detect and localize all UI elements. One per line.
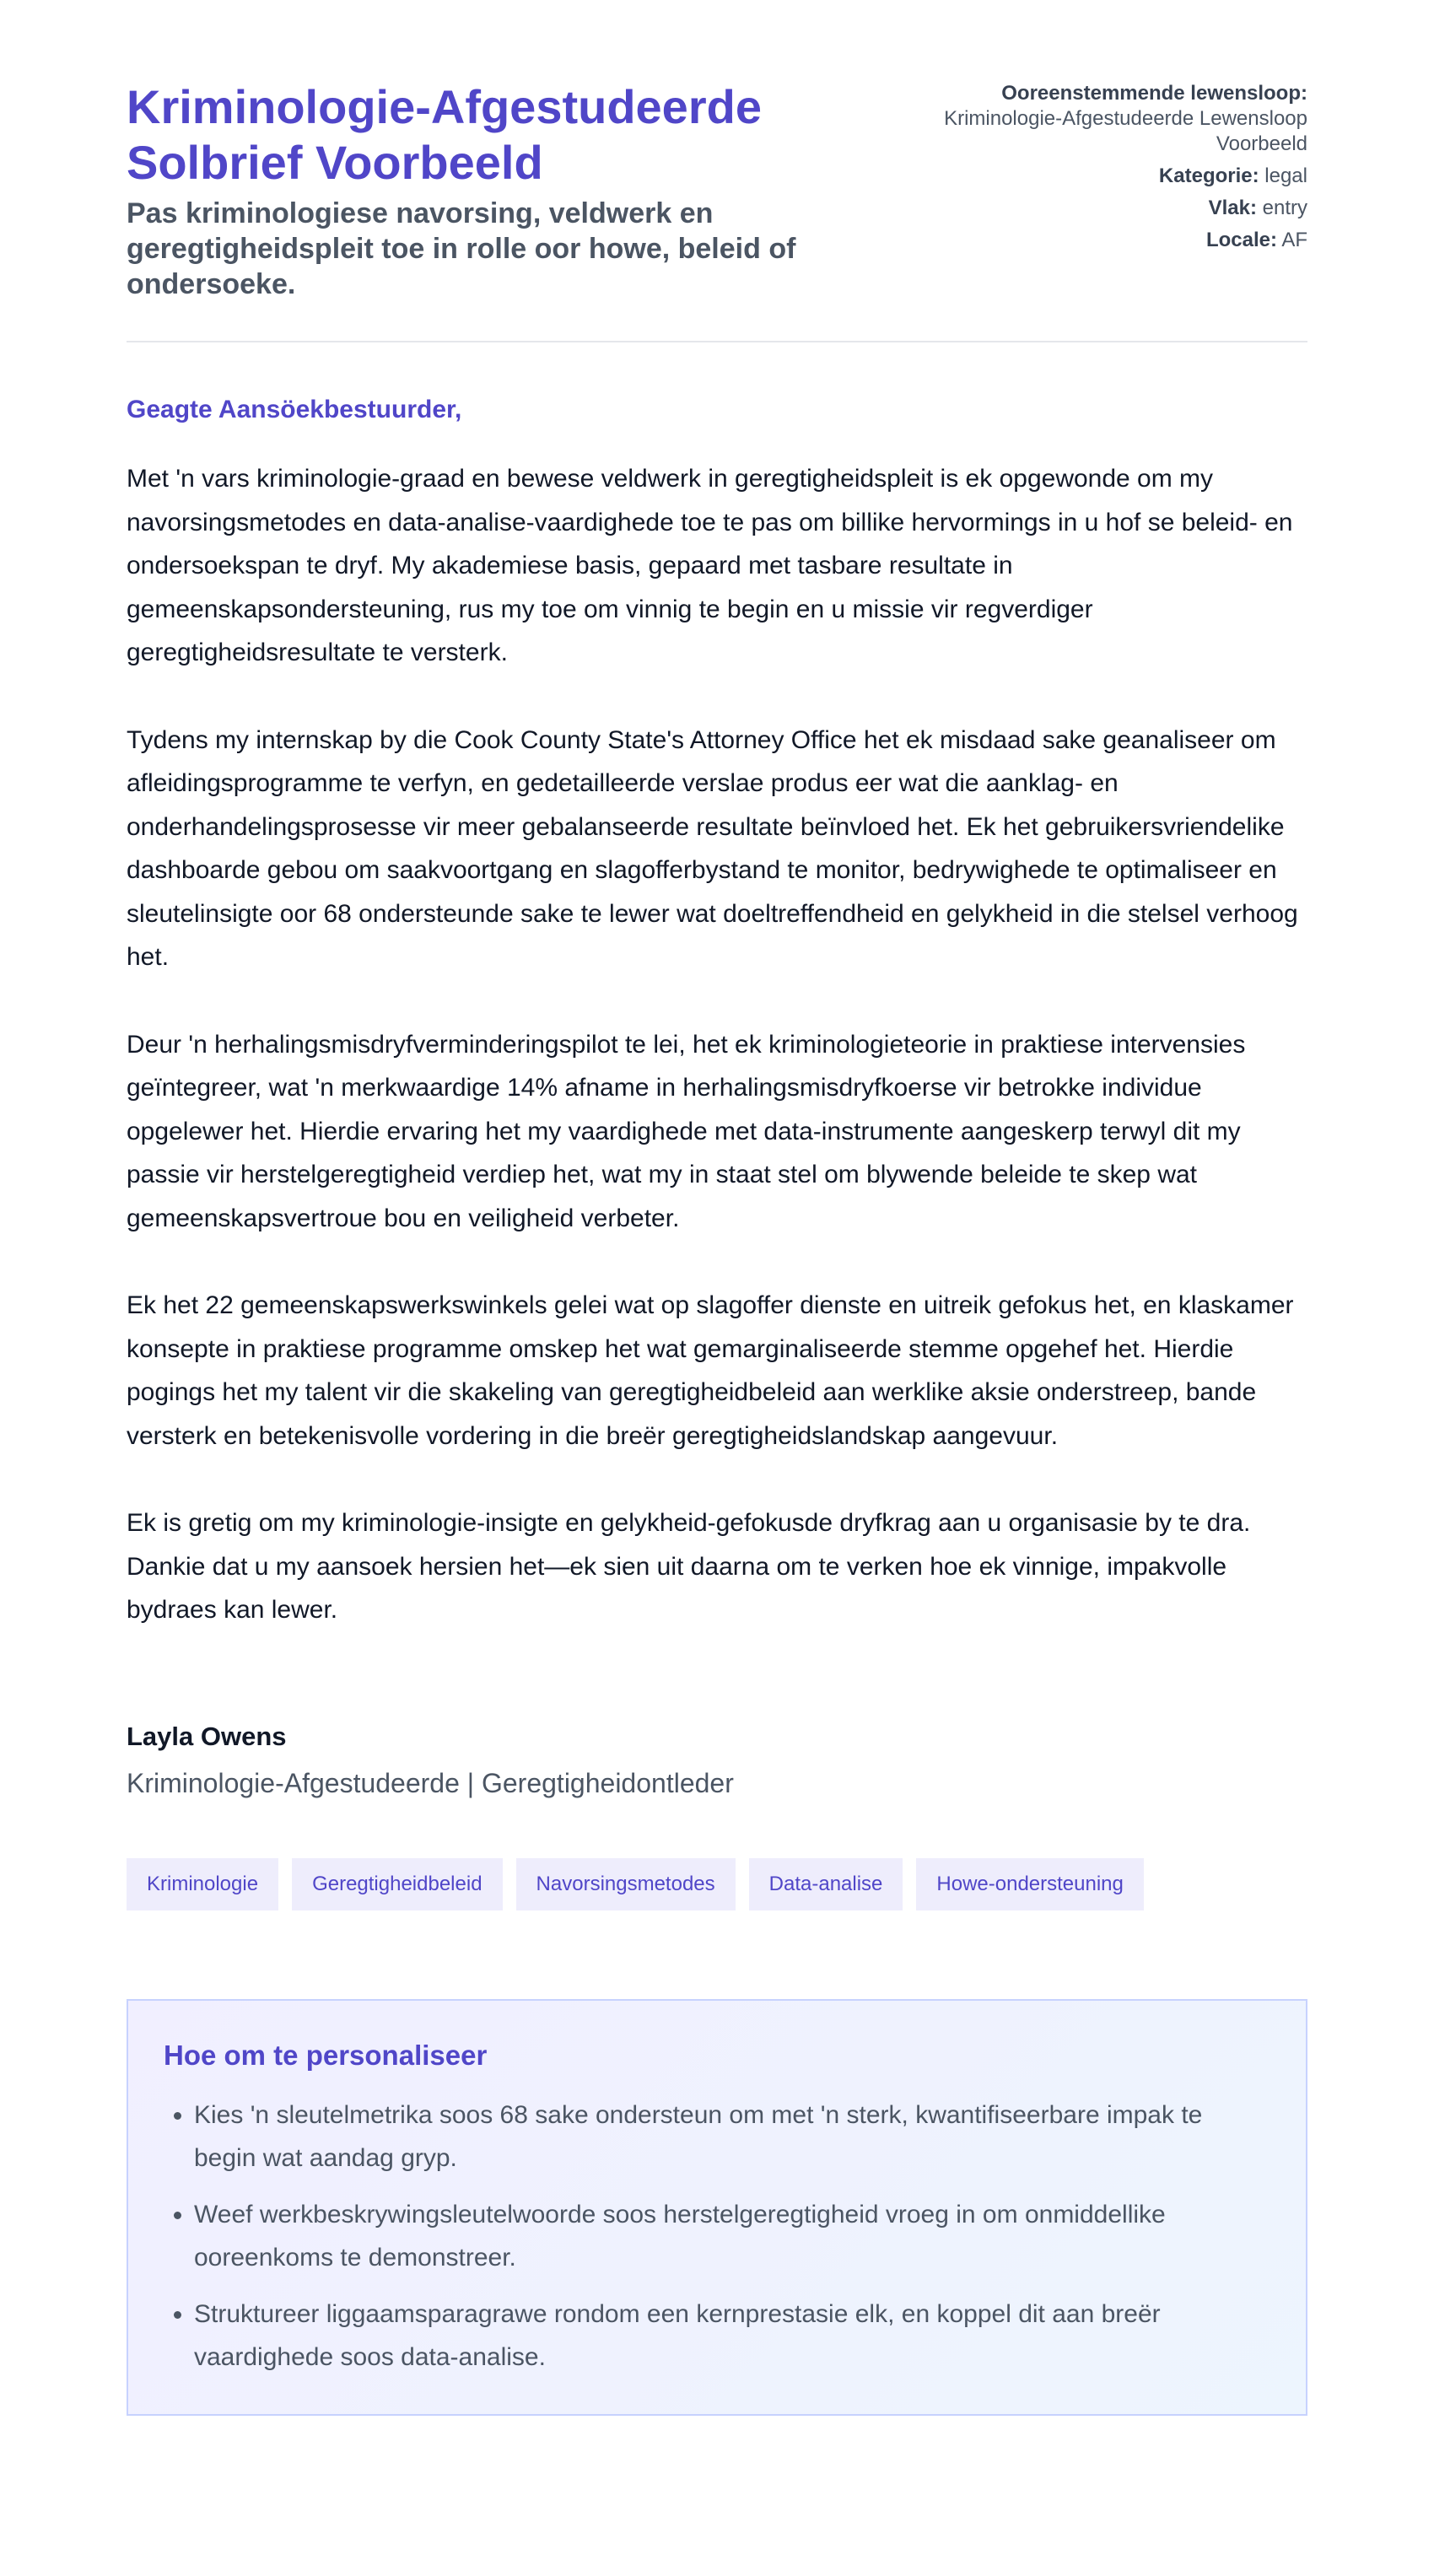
salutation: Geagte Aansöekbestuurder, <box>127 396 462 423</box>
letter-paragraph: Tydens my internskap by die Cook County State's Attorney Office het ek misdaad sake geanaliseer om afleidingsprogramme te verfyn, en gedetailleerde verslae produs eer wat die aanklag- en onderhandelingsprosesse vir meer gebalanseerde resultate beïnvloed het. Ek het gebruikersvriendelike dashboarde gebou om saakvoortgang en slagofferbystand te monitor, bedrywighede te optimaliseer en sleutelinsigte oor 68 ondersteunde sake te lewer wat doeltreffendheid en gelykheid in die stelsel verhoog het. <box>127 725 1298 971</box>
tag-kriminologie[interactable]: Kriminologie <box>127 1858 278 1910</box>
letter-paragraph: Ek het 22 gemeenskapswerkswinkels gelei wat op slagoffer dienste en uitreik gefokus het, en klaskamer konsepte in praktiese programme omskep het wat gemarginaliseerde stemme opgehef het. Hierdie pogings het my talent vir die skakeling van geregtigheidbeleid aan werklike aksie onderstreep, bande versterk en betekenisvolle vordering in die breër geregtigheidslandskap aangevuur. <box>127 1291 1294 1450</box>
meta-field <box>875 196 1307 221</box>
meta-locale <box>875 228 1307 253</box>
header-title-block <box>127 79 875 302</box>
meta-career-value[interactable]: Kriminologie-Afgestudeerde Lewensloop Voorbeeld <box>944 107 1307 155</box>
tag-data-analise[interactable]: Data-analise <box>749 1858 903 1910</box>
page-header <box>127 79 1307 342</box>
signature-block <box>127 1676 1307 1801</box>
header-meta <box>875 79 1307 260</box>
meta-category <box>875 164 1307 189</box>
meta-category-label: Kategorie: <box>1158 164 1259 187</box>
meta-locale-value: AF <box>1281 229 1307 251</box>
signature-name: Layla Owens <box>127 1721 287 1751</box>
skill-tags <box>127 1858 1307 1910</box>
letter-paragraph: Met 'n vars kriminologie-graad en bewese veldwerk in geregtigheidspleit is ek opgewonde om my navorsingsmetodes en data-analise-vaardighede toe te pas om billike hervormings in u hof se beleid- en ondersoekspan te dryf. My akademiese basis, gepaard met tasbare resultate in gemeenskapsondersteuning, rus my toe om vinnig te begin en u missie vir regverdiger geregtigheidsresultate te versterk. <box>127 465 1293 666</box>
tip-item: • Kies 'n sleutelmetrika soos 68 sake ondersteun om met 'n sterk, kwantifiseerbare impak te begin wat aandag gryp. <box>194 2094 1270 2180</box>
cover-letter-page <box>127 0 1307 2416</box>
tag-howe-ondersteuning[interactable]: Howe-ondersteuning <box>916 1858 1143 1910</box>
meta-field-value: entry <box>1262 197 1307 219</box>
tag-navorsingsmetodes[interactable]: Navorsingsmetodes <box>516 1858 736 1910</box>
tips-title: Hoe om te personaliseer <box>164 2039 488 2071</box>
tag-geregtigheidbeleid[interactable]: Geregtigheidbeleid <box>292 1858 502 1910</box>
meta-career-label: Ooreenstemmende lewensloop: <box>1001 82 1307 105</box>
meta-category-value: legal <box>1264 164 1307 187</box>
tip-item: • Weef werkbeskrywingsleutelwoorde soos herstelgeregtigheid vroeg in om onmiddellike ooreenkoms te demonstreer. <box>194 2193 1270 2279</box>
tips-list <box>164 2094 1270 2379</box>
meta-career <box>875 81 1307 157</box>
page-subtitle: Pas kriminologiese navorsing, veldwerk en geregtigheidspleit toe in rolle oor howe, beleid of ondersoeke. <box>127 197 796 300</box>
tip-item: • Struktureer liggaamsparagrawe rondom een kernprestasie elk, en koppel dit aan breër vaardighede soos data-analise. <box>194 2293 1270 2379</box>
letter-body <box>127 342 1307 1801</box>
letter-paragraph: Deur 'n herhalingsmisdryfverminderingspilot te lei, het ek kriminologieteorie in praktiese intervensies geïntegreer, wat 'n merkwaardige 14% afname in herhalingsmisdryfkoerse vir betrokke individue opgelewer het. Hierdie ervaring het my vaardighede met data-instrumente aangeskerp terwyl dit my passie vir herstelgeregtigheid verdiep het, wat my in staat stel om blywende beleide te skep wat gemeenskapsvertroue bou en veiligheid verbeter. <box>127 1030 1246 1232</box>
signature-title: Kriminologie-Afgestudeerde | Geregtigheidontleder <box>127 1767 734 1798</box>
page-title: Kriminologie-Afgestudeerde Solbrief Voorbeeld <box>127 80 762 189</box>
meta-field-label: Vlak: <box>1208 197 1257 219</box>
personalize-tips-panel <box>127 1999 1307 2416</box>
meta-locale-label: Locale: <box>1205 229 1277 251</box>
letter-paragraph: Ek is gretig om my kriminologie-insigte en gelykheid-gefokusde dryfkrag aan u organisasie by te dra. Dankie dat u my aansoek hersien het—ek sien uit daarna om te verken hoe ek vinnige, impakvolle bydraes kan lewer. <box>127 1509 1251 1624</box>
